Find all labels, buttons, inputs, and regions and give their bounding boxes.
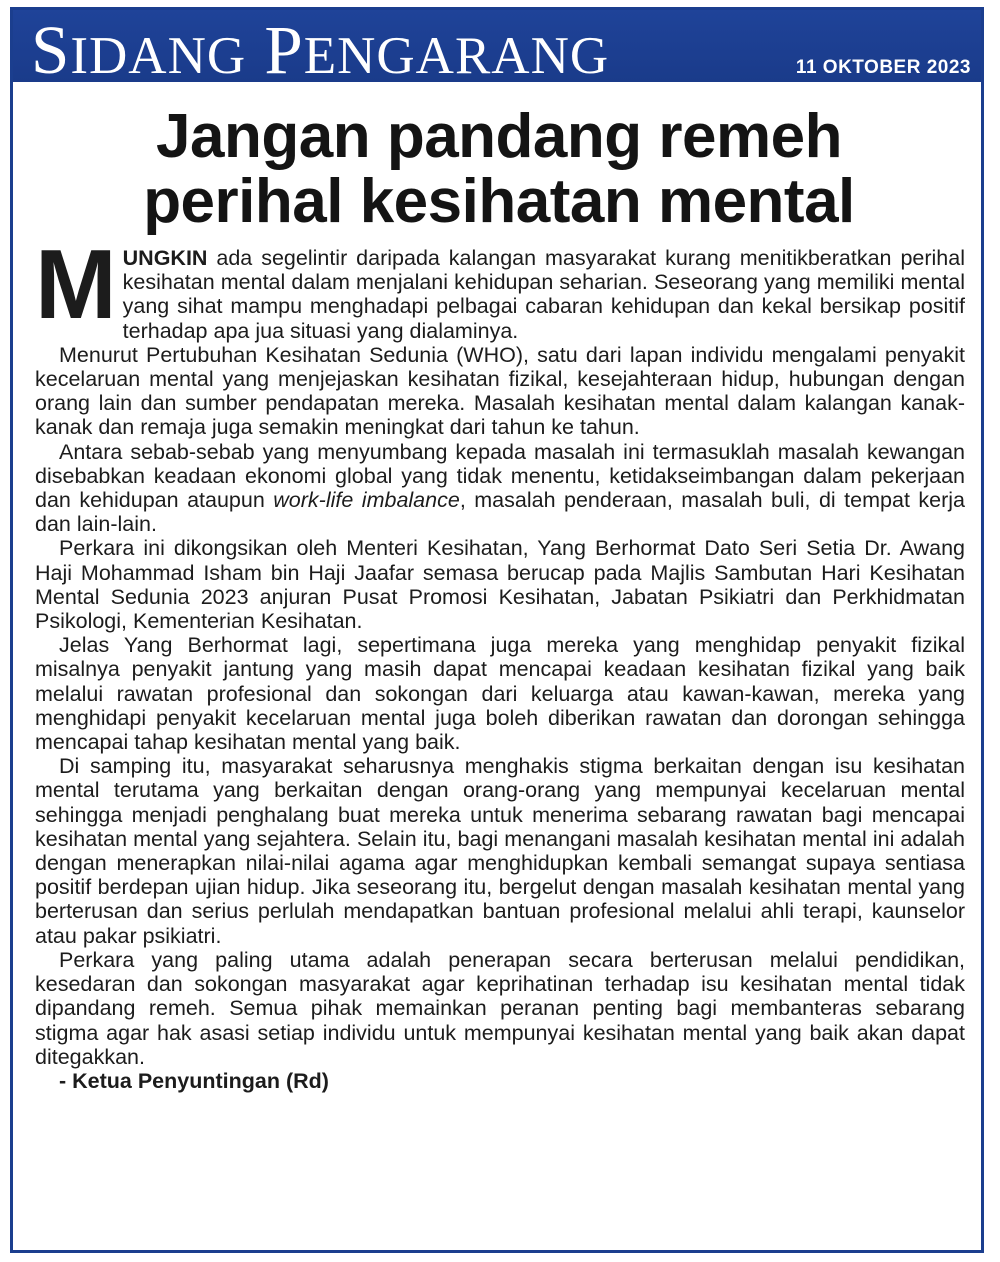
paragraph-1-text: ada segelintir daripada kalangan masyarakat kurang menitikberatkan perihal kesihatan mental dalam menjalani kehidupan seharian. Seseorang yang memiliki mental yang sihat mampu menghadapi pelbagai cabaran kehidupan dan kekal bersikap positif terhadap apa jua situasi yang dialaminya. <box>122 246 965 343</box>
article-paragraph-5: Jelas Yang Berhormat lagi, sepertimana juga mereka yang menghidap penyakit fizikal misalnya penyakit jantung yang masih dapat mencapai keadaan kesihatan fizikal yang baik melalui rawatan profesional dan sokongan dari keluarga atau kawan-kawan, mereka yang menghidapi penyakit kecelaruan mental juga boleh diberikan rawatan dan dorongan sehingga mencapai tahap kesihatan mental yang baik. <box>35 633 965 755</box>
article-paragraph-4: Perkara ini dikongsikan oleh Menteri Kesihatan, Yang Berhormat Dato Seri Setia Dr. Awang Haji Mohammad Isham bin Haji Jaafar semasa berucap pada Majlis Sambutan Hari Kesihatan Mental Sedunia 2023 anjuran Pusat Promosi Kesihatan, Jabatan Psikiatri dan Perkhidmatan Psikologi, Kementerian Kesihatan. <box>35 536 965 634</box>
column-name <box>31 10 609 82</box>
article-paragraph-6: Di samping itu, masyarakat seharusnya menghakis stigma berkaitan dengan isu kesihatan mental terutama yang berkaitan dengan orang-orang yang mempunyai kecelaruan mental sehingga menjadi penghalang buat mereka untuk menerima sebarang rawatan bagi mencapai kesihatan mental yang sejahtera. Selain itu, bagi menangani masalah kesihatan mental ini adalah dengan menerapkan nilai-nilai agama agar menghidupkan kembali semangat supaya sentiasa positif berdepan ujian hidup. Jika seseorang itu, bergelut dengan masalah kesihatan mental yang berterusan dan serius perlulah mendapatkan bantuan profesional melalui ahli terapi, kaunselor atau pakar psikiatri. <box>35 754 965 948</box>
publication-date: 11 OKTOBER 2023 <box>795 57 971 78</box>
article-body <box>35 229 965 1093</box>
drop-cap: M <box>35 229 117 339</box>
column-name-rest-1: IDANG <box>70 27 247 82</box>
headline-line-2: perihal kesihatan mental <box>143 167 855 236</box>
article-paragraph-2: Menurut Pertubuhan Kesihatan Sedunia (WHO), satu dari lapan individu mengalami penyakit kecelaruan mental yang menjejaskan kesihatan fizikal, kesejahteraan hidup, hubungan dengan orang lain dan sumber pendapatan mereka. Masalah kesihatan mental dalam kalangan kanak-kanak dan remaja juga semakin meningkat dari tahun ke tahun. <box>35 342 965 440</box>
headline-line-1: Jangan pandang remeh <box>156 102 842 171</box>
lead-word: UNGKIN <box>122 246 208 270</box>
column-name-rest-2: ENGARANG <box>303 27 610 82</box>
paragraph-3-text-a: Antara sebab-sebab yang menyumbang kepada masalah ini termasuklah masalah kewangan disebabkan keadaan ekonomi global yang tidak menentu, ketidakseimbangan dalam pekerjaan dan kehidupan ataupun <box>35 439 965 513</box>
article-paragraph-1 <box>35 229 965 343</box>
column-name-cap-2: P <box>264 12 304 82</box>
paragraph-3-italic: work-life imbalance <box>273 488 460 513</box>
article-paragraph-3 <box>35 440 965 537</box>
paragraph-3-text-b: , masalah penderaan, masalah buli, di tempat kerja dan lain-lain. <box>35 488 965 537</box>
article-paragraph-7: Perkara yang paling utama adalah penerapan secara berterusan melalui pendidikan, kesedaran dan sokongan masyarakat agar keprihatinan terhadap isu kesihatan mental tidak dipandang remeh. Semua pihak memainkan peranan penting bagi membanteras sebarang stigma agar hak asasi setiap individu untuk mempunyai kesihatan mental yang baik akan dapat ditegakkan. <box>35 947 965 1069</box>
column-name-cap-1: S <box>31 12 71 82</box>
byline: - Ketua Penyuntingan (Rd) <box>59 1068 329 1093</box>
masthead-banner <box>13 10 981 82</box>
